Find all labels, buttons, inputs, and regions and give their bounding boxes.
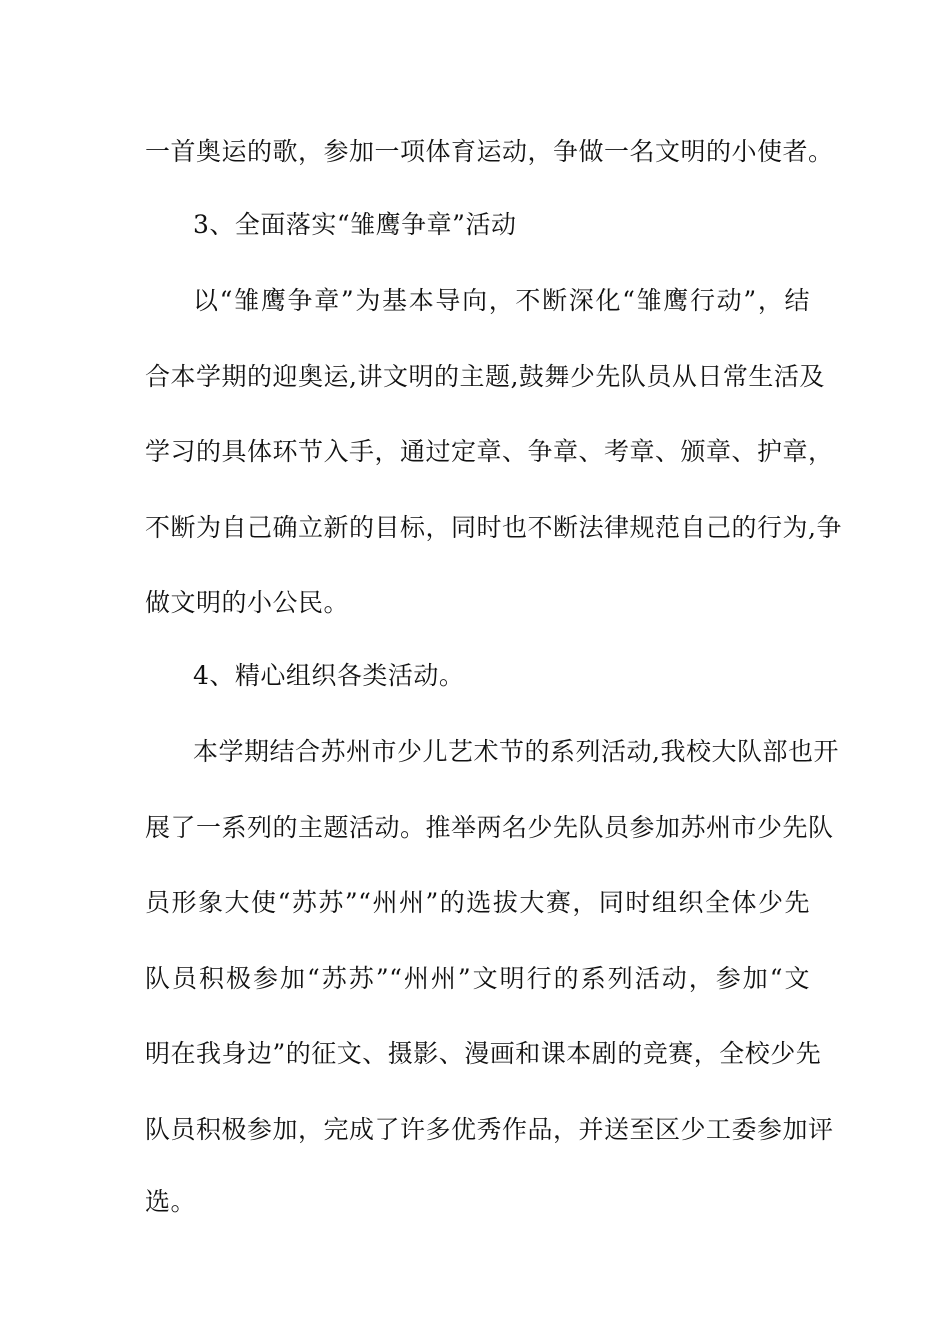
paragraph-line: 员形象大使“苏苏”“州州”的选拔大赛，同时组织全体少先 [145,888,810,917]
section-heading: 4、精心组织各类活动。 [193,661,465,690]
paragraph-line: 以“雏鹰争章”为基本导向，不断深化“雏鹰行动”，结 [193,286,810,315]
section-heading: 3、全面落实“雏鹰争章”活动 [193,210,517,239]
paragraph-line: 选。 [145,1187,197,1216]
paragraph-line: 队员积极参加，完成了许多优秀作品，并送至区少工委参加评 [145,1115,834,1144]
paragraph-line: 合本学期的迎奥运,讲文明的主题,鼓舞少先队员从日常生活及 [145,362,825,391]
paragraph-line: 做文明的小公民。 [145,588,350,617]
paragraph-line: 明在我身边”的征文、摄影、漫画和课本剧的竞赛，全校少先 [145,1039,822,1068]
paragraph-line: 不断为自己确立新的目标，同时也不断法律规范自己的行为,争 [145,513,842,542]
paragraph-line: 展了一系列的主题活动。推举两名少先队员参加苏州市少先队 [145,813,834,842]
paragraph-line: 队员积极参加“苏苏”“州州”文明行的系列活动，参加“文 [145,964,810,993]
paragraph-line: 本学期结合苏州市少儿艺术节的系列活动,我校大队部也开 [193,737,839,766]
paragraph-line: 学习的具体环节入手，通过定章、争章、考章、颁章、护章， [145,437,834,466]
paragraph-line: 一首奥运的歌，参加一项体育运动，争做一名文明的小使者。 [145,137,834,166]
